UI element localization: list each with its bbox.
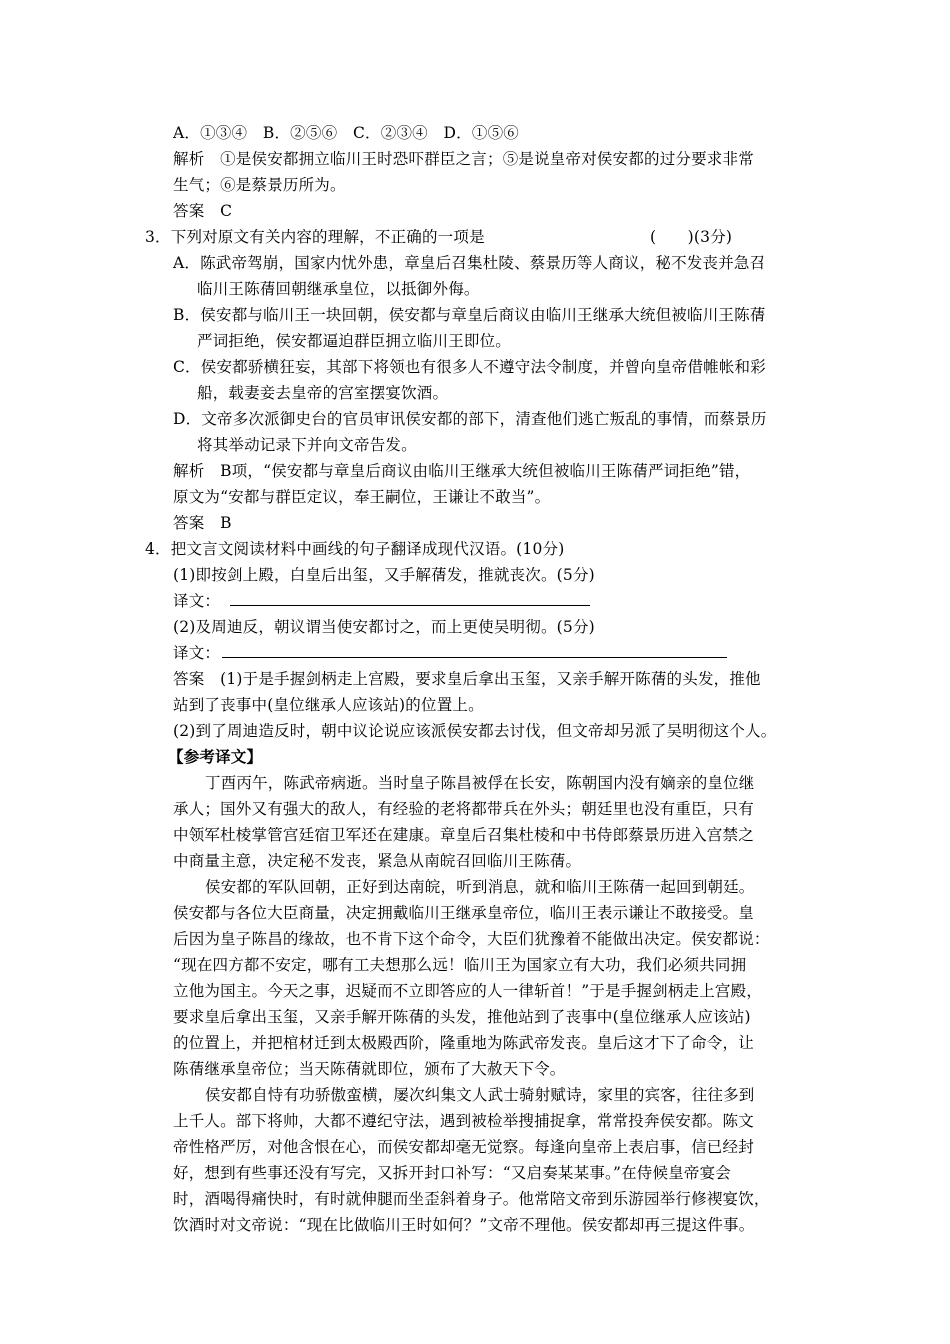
q4-translation-row-2 xyxy=(173,640,727,666)
reference-p2-line: 侯安都的军队回朝，正好到达南皖，听到消息，就和临川王陈蒨一起回到朝廷。 xyxy=(205,878,755,896)
q4-stem: 4．把文言文阅读材料中画线的句子翻译成现代汉语。(10分) xyxy=(145,540,565,558)
reference-p3-line: 好，想到有些事还没有写完，又拆开封口补写：“又启奏某某事。”在侍候皇帝宴会 xyxy=(173,1164,732,1182)
translation-label-1: 译文： xyxy=(173,592,221,610)
q4-answer-line-1: 答案 (1)于是手握剑柄走上宫殿，要求皇后拿出玉玺，又亲手解开陈蒨的头发，推他 xyxy=(173,670,761,688)
q3-option-c-line-2: 船，载妻妾去皇帝的宫室摆宴饮酒。 xyxy=(197,384,449,402)
reference-p3-line: 帝性格严厉，对他含恨在心，而侯安都却毫无觉察。每逢向皇帝上表启事，信已经封 xyxy=(173,1138,754,1156)
q3-option-b-line-1: B．侯安都与临川王一块回朝，侯安都与章皇后商议由临川王继承大统但被临川王陈蒨 xyxy=(173,306,766,324)
q3-analysis-line-2: 原文为“安都与群臣定议，奉王嗣位，王谦让不敢当”。 xyxy=(173,488,551,506)
q3-answer: 答案 B xyxy=(173,514,232,532)
q4-sentence-1: (1)即按剑上殿，白皇后出玺，又手解蒨发，推就丧次。(5分) xyxy=(173,566,595,584)
q3-stem: 3．下列对原文有关内容的理解，不正确的一项是 xyxy=(145,228,485,246)
q4-translation-row-1 xyxy=(173,588,590,614)
q4-answer-line-3: (2)到了周迪造反时，朝中议论说应该派侯安都去讨伐，但文帝却另派了吴明彻这个人。 xyxy=(173,722,777,740)
translation-blank-1[interactable] xyxy=(230,589,590,606)
reference-p1-line: 丁酉丙午，陈武帝病逝。当时皇子陈昌被俘在长安，陈朝国内没有嫡亲的皇位继 xyxy=(205,774,755,792)
q3-option-b-line-2: 严词拒绝，侯安都逼迫群臣拥立临川王即位。 xyxy=(197,332,512,350)
q2-answer: 答案 C xyxy=(173,202,233,220)
q4-answer-line-2: 站到了丧事中(皇位继承人应该站)的位置上。 xyxy=(173,696,484,714)
reference-p2-line: 侯安都与各位大臣商量，决定拥戴临川王继承皇帝位，临川王表示谦让不敢接受。皇 xyxy=(173,904,754,922)
reference-p2-line: 的位置上，并把棺材迁到太极殿西阶，隆重地为陈武帝发丧。皇后这才下了命令，让 xyxy=(173,1034,754,1052)
reference-p1-line: 承人；国外又有强大的敌人，有经验的老将都带兵在外头；朝廷里也没有重臣，只有 xyxy=(173,800,754,818)
reference-p3-line: 侯安都自恃有功骄傲蛮横，屡次纠集文人武士骑射赋诗，家里的宾客，往往多到 xyxy=(205,1086,755,1104)
q2-options: A．①③④ B．②⑤⑥ C．②③④ D．①⑤⑥ xyxy=(173,124,519,142)
reference-p3-line: 上千人。部下将帅，大都不遵纪守法，遇到被检举搜捕捉拿，常常投奔侯安都。陈文 xyxy=(173,1112,754,1130)
q2-analysis-line-2: 生气；⑥是蔡景历所为。 xyxy=(173,176,346,194)
reference-p2-line: 立他为国主。今天之事，迟疑而不立即答应的人一律斩首！”于是手握剑柄走上宫殿， xyxy=(173,982,763,1000)
reference-p3-line: 时，酒喝得痛快时，有时就伸腿而坐歪斜着身子。他常陪文帝到乐游园举行修禊宴饮， xyxy=(173,1190,770,1208)
q3-option-a-line-1: A．陈武帝驾崩，国家内忧外患，章皇后召集杜陵、蔡景历等人商议，秘不发丧并急召 xyxy=(173,254,766,272)
q3-score: ( )(3分) xyxy=(650,228,733,246)
q3-option-a-line-2: 临川王陈蒨回朝继承皇位，以抵御外侮。 xyxy=(197,280,480,298)
q4-sentence-2: (2)及周迪反，朝议谓当使安都讨之，而上更使吴明彻。(5分) xyxy=(173,618,595,636)
q3-analysis-line-1: 解析 B项，“侯安都与章皇后商议由临川王继承大统但被临川王陈蒨严词拒绝”错， xyxy=(173,462,751,480)
reference-p2-line: “现在四方都不安定，哪有工夫想那么远！临川王为国家立有大功，我们必须共同拥 xyxy=(173,956,747,974)
q2-analysis-line-1: 解析 ①是侯安都拥立临川王时恐吓群臣之言；⑤是说皇帝对侯安都的过分要求非常 xyxy=(173,150,754,168)
reference-heading: 【参考译文】 xyxy=(168,747,263,766)
reference-p1-line: 中领军杜棱掌管宫廷宿卫军还在建康。章皇后召集杜棱和中书侍郎蔡景历进入宫禁之 xyxy=(173,826,754,844)
q3-option-c-line-1: C．侯安都骄横狂妄，其部下将领也有很多人不遵守法令制度，并曾向皇帝借帷帐和彩 xyxy=(173,358,766,376)
reference-p2-line: 陈蒨继承皇帝位；当天陈蒨就即位，颁布了大赦天下令。 xyxy=(173,1060,566,1078)
reference-p3-line: 饮酒时对文帝说：“现在比做临川王时如何？”文帝不理他。侯安都却再三提这件事。 xyxy=(173,1216,755,1234)
reference-p1-line: 中商量主意，决定秘不发丧，紧急从南皖召回临川王陈蒨。 xyxy=(173,852,582,870)
reference-p2-line: 要求皇后拿出玉玺，又亲手解开陈蒨的头发，推他站到了丧事中(皇位继承人应该站) xyxy=(173,1008,751,1026)
translation-blank-2[interactable] xyxy=(222,641,727,658)
q3-option-d-line-1: D．文帝多次派御史台的官员审讯侯安都的部下，清查他们逃亡叛乱的事情，而蔡景历 xyxy=(173,410,767,428)
reference-p2-line: 后因为皇子陈昌的缘故，也不肯下这个命令，大臣们犹豫着不能做出决定。侯安都说： xyxy=(173,930,770,948)
translation-label-2: 译文： xyxy=(173,644,221,662)
q3-option-d-line-2: 将其举动记录下并向文帝告发。 xyxy=(197,436,417,454)
